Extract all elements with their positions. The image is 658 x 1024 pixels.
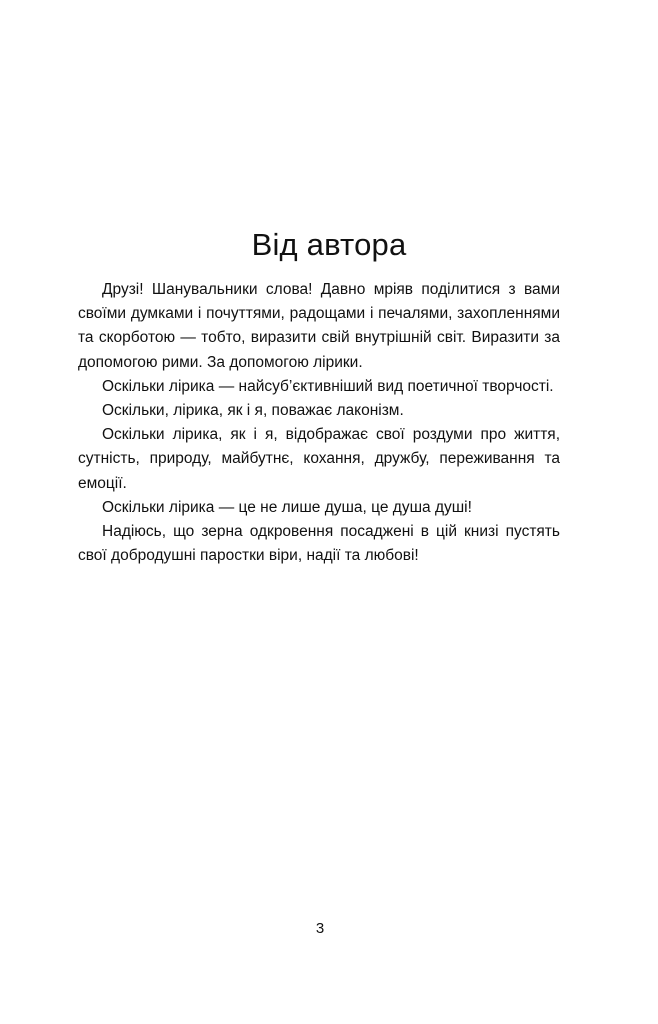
page-number: 3 [315, 920, 325, 937]
paragraph-hope: Надіюсь, що зерна одкровення посаджені в цій книзі пустять свої добродушні паростки віри, надії та любові! [78, 523, 560, 565]
paragraph-subjective: Оскільки лірика — найсуб’єктивніший вид поетичної творчості. [102, 377, 554, 395]
paragraph-reflections: Оскільки лірика, як і я, відображає свої роздуми про життя, сутність, природу, майбутнє, кохання, дружбу, переживання та емоції. [78, 426, 560, 492]
paragraph-soul: Оскільки лірика — це не лише душа, це душа душі! [102, 498, 472, 516]
paragraph-laconism: Оскільки, лірика, як і я, поважає лаконізм. [102, 402, 404, 420]
paragraph-intro: Друзі! Шанувальники слова! Давно мріяв поділитися з вами своїми думками і почуттями, радощами і печалями, захопленнями та скорботою — тобто, виразити свій внутрішній світ. Виразити за допомогою рими. За допомогою лірики. [78, 281, 560, 371]
page-title: Від автора [251, 226, 407, 262]
body-text [78, 278, 560, 568]
